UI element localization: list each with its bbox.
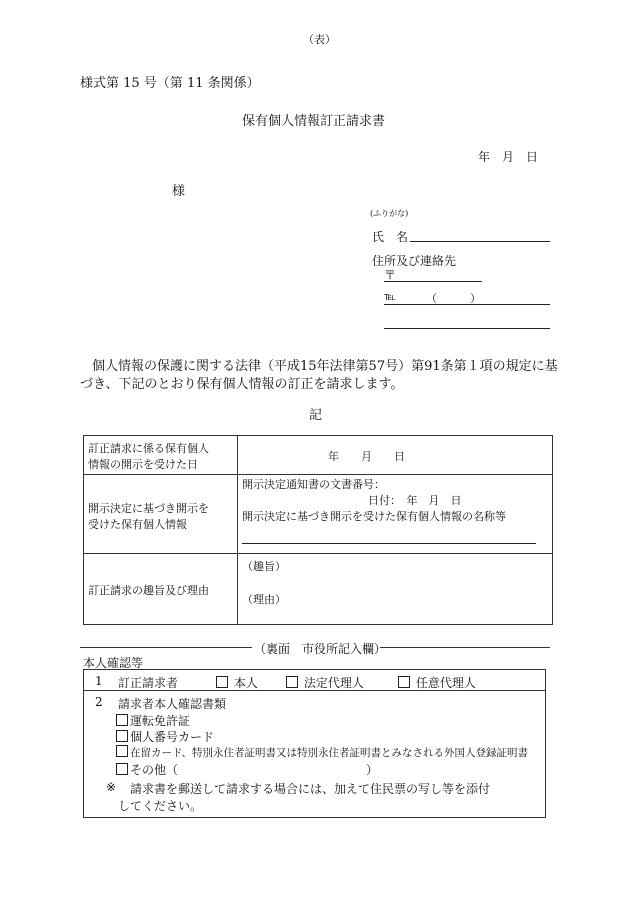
divider-right	[380, 647, 550, 648]
item1-opt2-label: 法定代理人	[303, 676, 364, 690]
tel-paren: （ ）	[426, 292, 481, 305]
row2-label-2: 受けた保有個人情報	[88, 518, 187, 531]
item1-opt1[interactable]	[216, 674, 258, 691]
row3-reason[interactable]: （理由）	[242, 593, 286, 606]
tel-field[interactable]	[384, 304, 550, 305]
body-line-1: 個人情報の保護に関する法律（平成15年法律第57号）第91条第１項の規定に基	[92, 359, 558, 374]
row3-purpose[interactable]: （趣旨）	[242, 560, 286, 573]
doc1[interactable]	[116, 712, 190, 729]
furigana-label: (ふりがな)	[370, 209, 409, 218]
item1-label: 訂正請求者	[118, 676, 179, 690]
row2-name: 開示決定に基づき開示を受けた保有個人情報の名称等	[242, 510, 506, 523]
item1-opt2[interactable]	[286, 674, 364, 691]
address-label: 住所及び連絡先	[372, 254, 457, 268]
row-divider-2	[83, 553, 553, 554]
table-divider	[237, 435, 238, 625]
divider-left	[80, 647, 252, 648]
name-label: 氏 名	[372, 230, 409, 244]
doc1-label: 運転免許証	[130, 714, 191, 728]
checkbox-icon[interactable]	[116, 745, 128, 757]
row1-label-2: 情報の開示を受けた日	[88, 458, 198, 471]
ki-mark: 記	[309, 408, 323, 423]
side-mark: （表）	[303, 33, 336, 46]
note-line-2: してください。	[118, 799, 203, 813]
note-mark: ※	[106, 780, 117, 794]
row2-doc-no[interactable]: 開示決定通知書の文書番号：	[242, 478, 385, 491]
checkbox-icon[interactable]	[216, 676, 228, 688]
body-line-2: づき、下記のとおり保有個人情報の訂正を請求します。	[80, 377, 404, 392]
item1-opt1-label: 本人	[233, 676, 258, 690]
page-title: 保有個人情報訂正請求書	[242, 114, 386, 129]
item1-opt3-label: 任意代理人	[415, 676, 476, 690]
address-field[interactable]	[384, 328, 550, 329]
item1-num: 1	[95, 674, 103, 688]
row2-date[interactable]: 日付： 年 月 日	[368, 494, 462, 507]
date-line: 年 月 日	[478, 150, 539, 164]
doc4[interactable]	[116, 761, 178, 778]
doc2-label: 個人番号カード	[130, 730, 215, 744]
office-divider-label: （裏面 市役所記入欄）	[254, 642, 387, 656]
item1-opt3[interactable]	[398, 674, 476, 691]
checkbox-icon[interactable]	[116, 730, 128, 742]
checkbox-icon[interactable]	[398, 676, 410, 688]
tel-label: ℡	[384, 290, 396, 303]
row1-value[interactable]: 年 月 日	[328, 450, 405, 463]
row3-label: 訂正請求の趣旨及び理由	[88, 584, 209, 597]
item2-label: 請求者本人確認書類	[118, 697, 227, 711]
doc2[interactable]	[116, 728, 214, 745]
office-title: 本人確認等	[83, 656, 144, 670]
checkbox-icon[interactable]	[116, 763, 128, 775]
addressee: 様	[172, 184, 186, 199]
row2-name-field[interactable]	[242, 543, 536, 544]
doc4-label: その他（	[130, 763, 179, 777]
postal-mark: 〒	[384, 268, 397, 282]
row2-label-1: 開示決定に基づき開示を	[88, 502, 209, 515]
doc3[interactable]	[116, 745, 528, 760]
checkbox-icon[interactable]	[286, 676, 298, 688]
doc3-label: 在留カード、特別永住者証明書又は特別永住者証明書とみなされる外国人登録証明書	[130, 747, 529, 759]
doc4-close: ）	[366, 763, 379, 777]
checkbox-icon[interactable]	[116, 714, 128, 726]
note-line-1: 請求書を郵送して請求する場合には、加えて住民票の写し等を添付	[130, 782, 491, 796]
postal-field[interactable]	[384, 281, 482, 282]
form-number: 様式第 15 号（第 11 条関係）	[80, 76, 260, 91]
row1-label-1: 訂正請求に係る保有個人	[88, 442, 209, 455]
row-divider-1	[83, 474, 553, 475]
name-field[interactable]	[410, 241, 550, 242]
item2-num: 2	[95, 695, 103, 709]
